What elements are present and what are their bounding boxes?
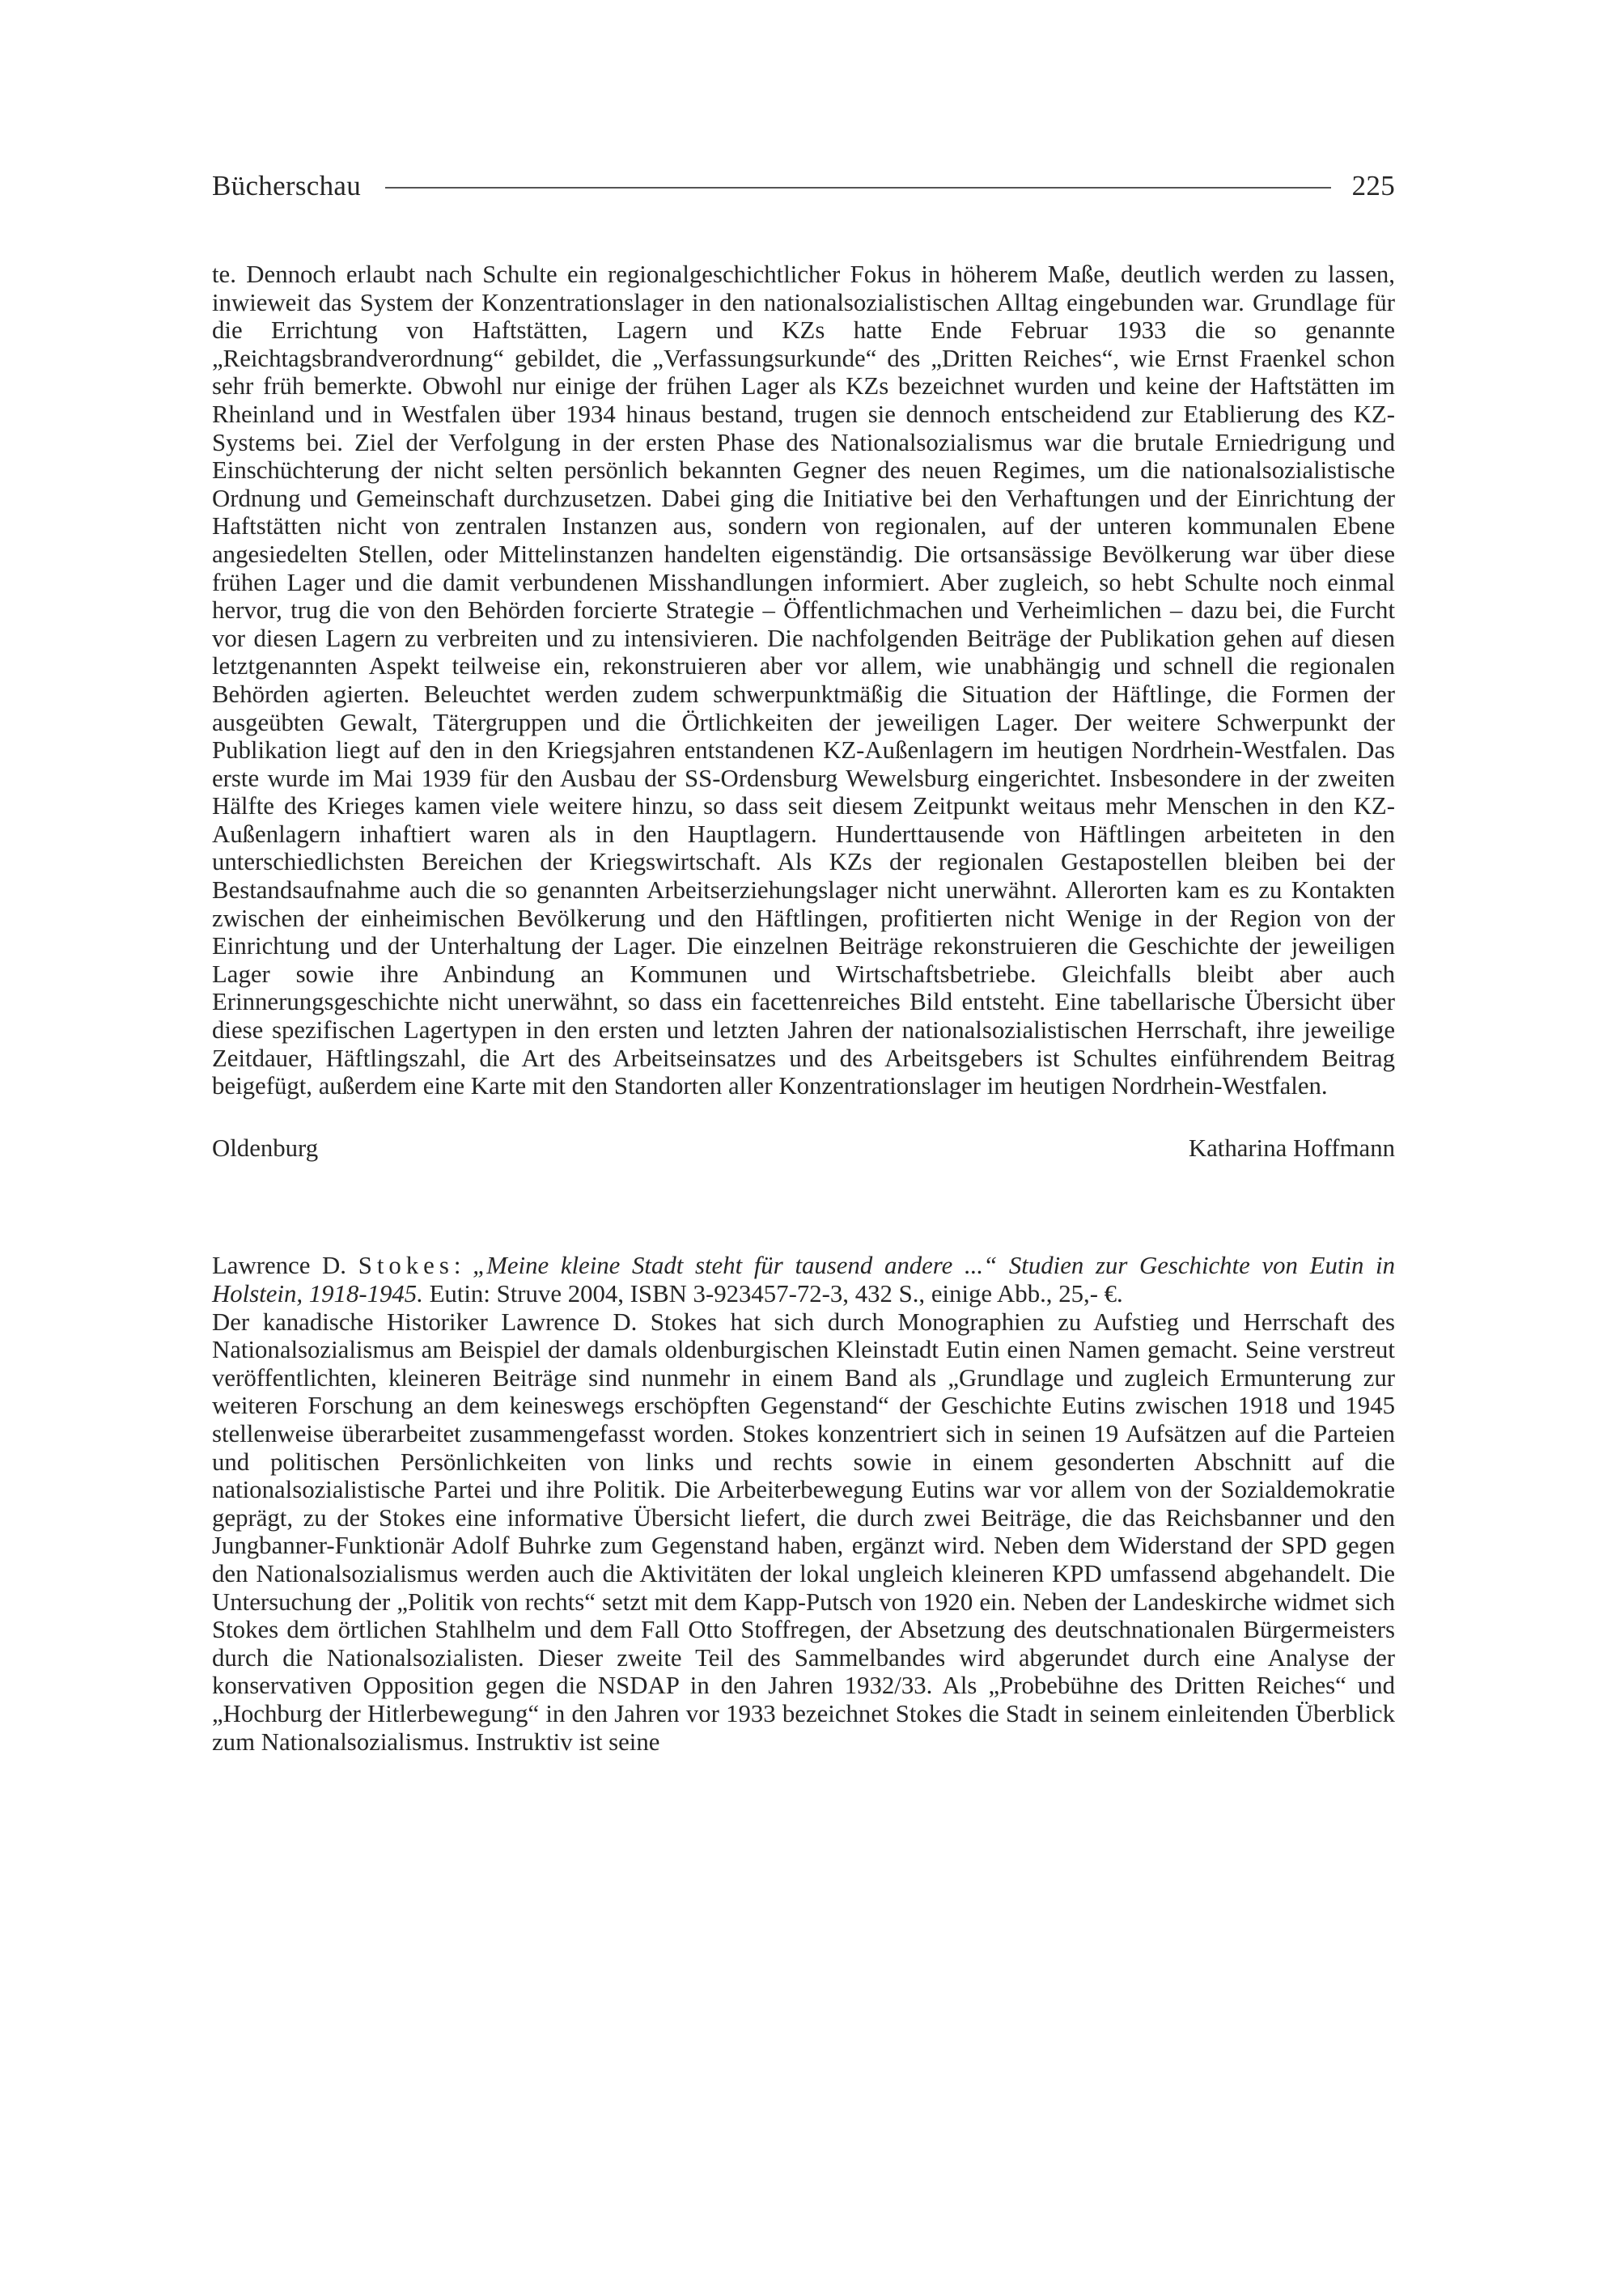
review-text <box>212 261 1395 1100</box>
book-title: „Meine kleine Stadt steht für tausend andere ...“ Studien zur Geschichte von Eutin in Holstein, 1918-1945. <box>212 1252 1395 1308</box>
next-review-paragraph: Der kanadische Historiker Lawrence D. Stokes hat sich durch Monographien zu Aufstieg und Herrschaft des Nationalsozialismus am Beispiel der damals oldenburgischen Kleinstadt Eutin einen Namen gemacht. Seine verstreut veröffentlichten, kleineren Beiträge sind nunmehr in einem Band als „Grundlage und zugleich Ermunterung zur weiteren Forschung an dem keineswegs erschöpften Gegenstand“ der Geschichte Eutins zwischen 1918 und 1945 stellenweise überarbeitet zusammengefasst worden. Stokes konzentriert sich in seinen 19 Aufsätzen auf die Parteien und politischen Persönlichkeiten von links und rechts sowie in einem gesonderten Abschnitt auf die nationalsozialistische Partei und ihre Politik. Die Arbeiterbewegung Eutins war vor allem von der Sozialdemokratie geprägt, zu der Stokes eine informative Übersicht liefert, die durch zwei Beiträge, die das Reichsbanner und den Jungbanner-Funktionär Adolf Buhrke zum Gegenstand haben, ergänzt wird. Neben dem Widerstand der SPD gegen den Nationalsozialismus werden auch die Aktivitäten der lokal ungleich kleineren KPD umfassend abgehandelt. Die Untersuchung der „Politik von rechts“ setzt mit dem Kapp-Putsch von 1920 ein. Neben der Landeskirche widmet sich Stokes dem örtlichen Stahlhelm und dem Fall Otto Stoffregen, der Absetzung des deutschnationalen Bürgermeisters durch die Nationalsozialisten. Dieser zweite Teil des Sammelbandes wird abgerundet durch eine Analyse der konservativen Opposition gegen die NSDAP in den Jahren 1932/33. Als „Probebühne des Dritten Reiches“ und „Hochburg der Hitlerbewegung“ in den Jahren vor 1933 bezeichnet Stokes die Stadt in seinem einleitenden Überblick zum Nationalsozialismus. Instruktiv ist seine <box>212 1308 1395 1756</box>
page-number: 225 <box>1351 170 1395 201</box>
book-author-last: Stokes <box>358 1252 454 1280</box>
reviewer-place: Oldenburg <box>212 1134 319 1162</box>
citation-colon: : <box>453 1252 473 1280</box>
section-title: Bücherschau <box>212 170 362 201</box>
reviewer-name: Katharina Hoffmann <box>1188 1134 1395 1162</box>
publication-details: Eutin: Struve 2004, ISBN 3-923457-72-3, 432 S., einige Abb., 25,- €. <box>422 1280 1123 1308</box>
review-signature <box>212 1134 1395 1163</box>
review-body-paragraph: te. Dennoch erlaubt nach Schulte ein regionalgeschichtlicher Fokus in höherem Maße, deutlich werden zu lassen, inwieweit das System der Konzentrationslager in den nationalsozialistischen Alltag eingebunden war. Grundlage für die Errichtung von Haftstätten, Lagern und KZs hatte Ende Februar 1933 die so genannte „Reichtagsbrandverordnung“ gebildet, die „Verfassungsurkunde“ des „Dritten Reiches“, wie Ernst Fraenkel schon sehr früh bemerkte. Obwohl nur einige der frühen Lager als KZs bezeichnet wurden und keine der Haftstätten im Rheinland und in Westfalen über 1934 hinaus bestand, trugen sie dennoch entscheidend zur Etablierung des KZ-Systems bei. Ziel der Verfolgung in der ersten Phase des Nationalsozialismus war die brutale Erniedrigung und Einschüchterung der nicht selten persönlich bekannten Gegner des neuen Regimes, um die nationalsozialistische Ordnung und Gemeinschaft durchzusetzen. Dabei ging die Initiative bei den Verhaftungen und der Einrichtung der Haftstätten nicht von zentralen Instanzen aus, sondern von regionalen, auf der unteren kommunalen Ebene angesiedelten Stellen, oder Mittelinstanzen handelten eigenständig. Die ortsansässige Bevölkerung war über diese frühen Lager und die damit verbundenen Misshandlungen informiert. Aber zugleich, so hebt Schulte noch einmal hervor, trug die von den Behörden forcierte Strategie – Öffentlichmachen und Verheimlichen – dazu bei, die Furcht vor diesen Lagern zu verbreiten und zu intensivieren. Die nachfolgenden Beiträge der Publikation gehen auf diesen letztgenannten Aspekt teilweise ein, rekonstruieren aber vor allem, wie unabhängig und schnell die regionalen Behörden agierten. Beleuchtet werden zudem schwerpunktmäßig die Situation der Häftlinge, die Formen der ausgeübten Gewalt, Tätergruppen und die Örtlichkeiten der jeweiligen Lager. Der weitere Schwerpunkt der Publikation liegt auf den in den Kriegsjahren entstandenen KZ-Außenlagern im heutigen Nordrhein-Westfalen. Das erste wurde im Mai 1939 für den Ausbau der SS-Ordensburg Wewelsburg eingerichtet. Insbesondere in der zweiten Hälfte des Krieges kamen viele weitere hinzu, so dass seit diesem Zeitpunkt weitaus mehr Menschen in den KZ-Außenlagern inhaftiert waren als in den Hauptlagern. Hunderttausende von Häftlingen arbeiteten in den unterschiedlichsten Bereichen der Kriegswirtschaft. Als KZs der regionalen Gestapostellen bleiben bei der Bestandsaufnahme auch die so genannten Arbeitserziehungslager nicht unerwähnt. Allerorten kam es zu Kontakten zwischen der einheimischen Bevölkerung und den Häftlingen, profitierten nicht Wenige in der Region von der Einrichtung und der Unterhaltung der Lager. Die einzelnen Beiträge rekonstruieren die Geschichte der jeweiligen Lager sowie ihre Anbindung an Kommunen und Wirtschaftsbetriebe. Gleichfalls bleibt aber auch Erinnerungsgeschichte nicht unerwähnt, so dass ein facettenreiches Bild entsteht. Eine tabellarische Übersicht über diese spezifischen Lagertypen in den ersten und letzten Jahren der nationalsozialistischen Herrschaft, ihre jeweilige Zeitdauer, Häftlingszahl, die Art des Arbeitseinsatzes und des Arbeitsgebers ist Schultes einführendem Beitrag beigefügt, außerdem eine Karte mit den Standorten aller Konzentrationslager im heutigen Nordrhein-Westfalen. <box>212 261 1395 1100</box>
next-review <box>212 1252 1395 1756</box>
book-author-first: Lawrence D. <box>212 1252 358 1280</box>
bibliographic-entry <box>212 1252 1395 1308</box>
running-head <box>212 162 1395 210</box>
book-review-page <box>212 162 1395 1756</box>
header-rule <box>385 187 1331 189</box>
